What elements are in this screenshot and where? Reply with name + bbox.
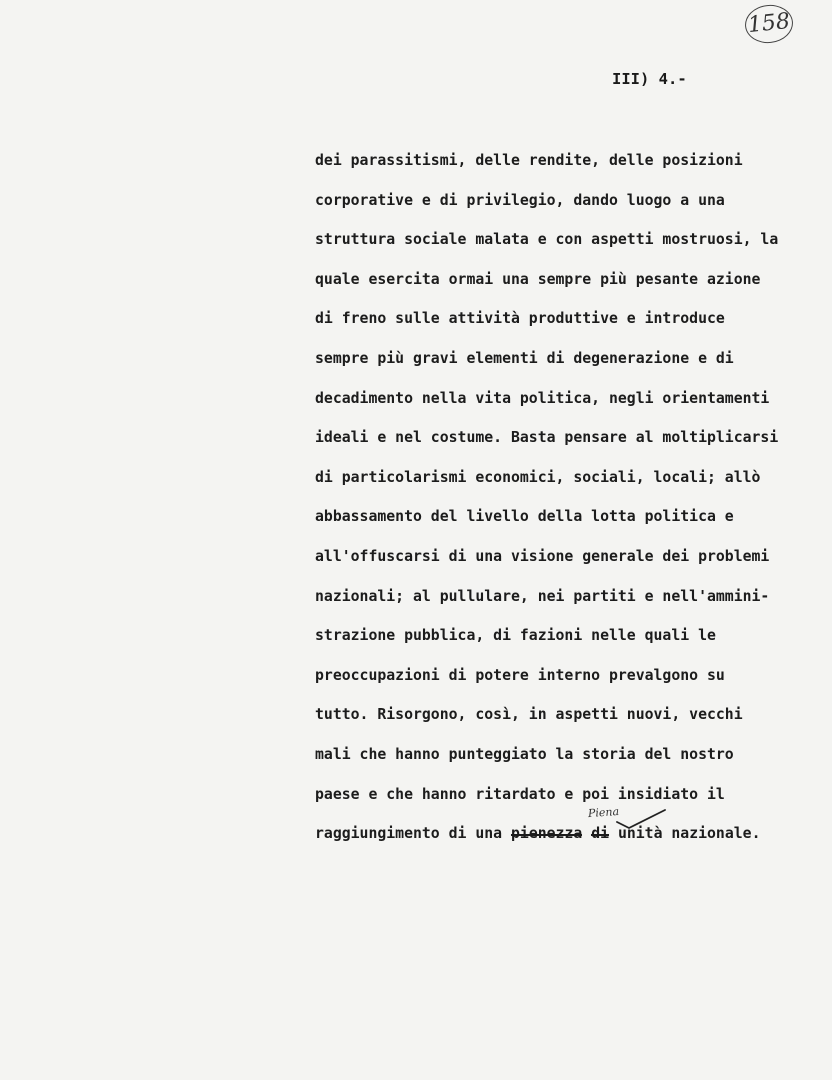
text-line-7: decadimento nella vita politica, negli orientamenti [315, 389, 770, 407]
text-line-1: dei parassitismi, delle rendite, delle posizioni [315, 152, 743, 169]
text-line-14: preoccupazioni di potere interno prevalgono su [315, 666, 725, 684]
last-line-start: raggiungimento di una [315, 825, 511, 843]
text-line-17: paese e che hanno ritardato e poi insidiato il [315, 785, 725, 803]
text-line-12: nazionali; al pullulare, nei partiti e nell'ammini- [315, 587, 770, 605]
text-line-3: struttura sociale malata e con aspetti mostruosi, la [315, 231, 779, 249]
last-line-end: unità nazionale. [609, 825, 761, 843]
text-line-10: abbassamento del livello della lotta politica e [315, 508, 734, 526]
text-line-6: sempre più gravi elementi di degenerazione e di [315, 349, 734, 367]
text-line-9: di particolarismi economici, sociali, locali; allò [315, 468, 761, 486]
struck-word-pienezza: pienezza [511, 819, 582, 849]
text-line-16: mali che hanno punteggiato la storia del nostro [315, 745, 734, 763]
struck-word-di: di [591, 819, 609, 849]
last-line-space [582, 825, 591, 842]
text-line-8: ideali e nel costume. Basta pensare al moltiplicarsi [315, 429, 779, 447]
text-line-11: all'offuscarsi di una visione generale dei problemi [315, 547, 770, 565]
body-text [315, 146, 832, 859]
text-line-18 [315, 819, 832, 859]
text-line-4: quale esercita ormai una sempre più pesante azione [315, 270, 761, 288]
text-line-13: strazione pubblica, di fazioni nelle quali le [315, 627, 716, 645]
text-line-15: tutto. Risorgono, così, in aspetti nuovi, vecchi [315, 706, 743, 724]
section-header: III) 4.- [612, 70, 687, 88]
text-line-2: corporative e di privilegio, dando luogo a una [315, 191, 725, 209]
handwritten-correction: Piena [587, 804, 620, 821]
page-number-stamp: 158 [743, 3, 795, 46]
handwritten-check-mark-icon [615, 808, 667, 830]
text-line-5: di freno sulle attività produttive e introduce [315, 310, 725, 328]
